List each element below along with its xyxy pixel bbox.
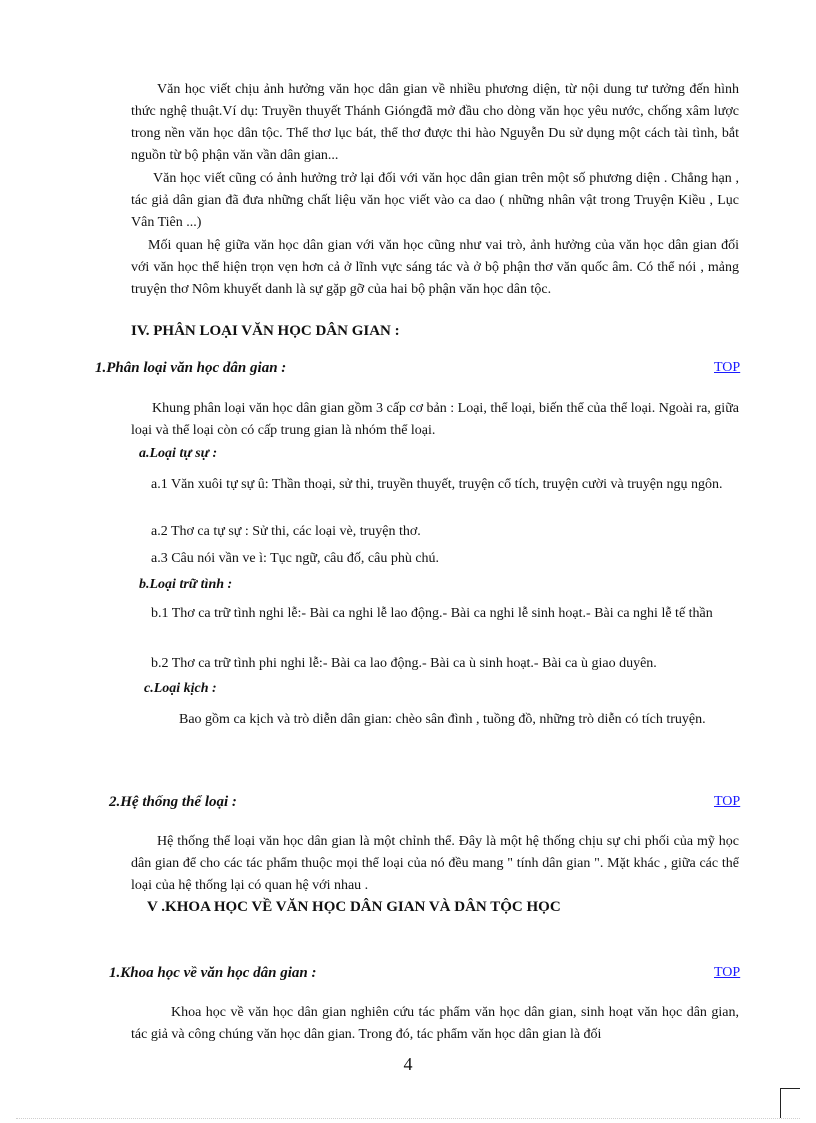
item-b2: b.2 Thơ ca trữ tình phi nghi lễ:- Bài ca lao động.- Bài ca ù sinh hoạt.- Bài ca ù giao duyên. xyxy=(151,656,657,671)
page-number: 4 xyxy=(403,1054,413,1074)
classification-intro: Khung phân loại văn học dân gian gồm 3 cấp cơ bản : Loại, thể loại, biến thể của thể loại. Ngoài ra, giữa loại và thể loại còn có cấp trung gian là nhóm thể loại. xyxy=(131,401,739,438)
item-b1: b.1 Thơ ca trữ tình nghi lễ:- Bài ca nghi lễ lao động.- Bài ca nghi lễ sinh hoạt.- Bài ca nghi lễ tế thần xyxy=(151,606,713,621)
paragraph-3: Mối quan hệ giữa văn học dân gian với văn học cũng như vai trò, ảnh hưởng của văn học dân gian đối với văn học thể hiện trọn vẹn hơn cả ở lĩnh vực sáng tác và ở bộ phận thơ văn quốc âm. Có thể nói , mảng truyện thơ Nôm khuyết danh là sự gặp gỡ của hai bộ phận văn học dân tộc. xyxy=(131,238,739,297)
paragraph-1: Văn học viết chịu ảnh hưởng văn học dân gian về nhiều phương diện, từ nội dung tư tưởng đến hình thức nghệ thuật.Ví dụ: Truyền thuyết Thánh Gióngđã mở đầu cho dòng văn học yêu nước, chống xâm lược trong nền văn học dân tộc. Thể thơ lục bát, thể thơ được thi hào Nguyễn Du sử dụng một cách tài tình, bắt nguồn từ bộ phận văn vần dân gian... xyxy=(131,82,739,163)
item-a3: a.3 Câu nói vần ve ì: Tục ngữ, câu đố, câu phù chú. xyxy=(151,551,440,566)
page-bottom-divider xyxy=(16,1118,800,1119)
top-link-1[interactable]: TOP xyxy=(714,360,741,375)
section-4-heading: IV. PHÂN LOẠI VĂN HỌC DÂN GIAN : xyxy=(131,323,400,339)
subheading-a-narrative: a.Loại tự sự : xyxy=(139,446,218,461)
subheading-classification: 1.Phân loại văn học dân gian : xyxy=(95,360,287,376)
subheading-genre-system: 2.Hệ thống thể loại : xyxy=(109,794,237,810)
section-5-heading: V .KHOA HỌC VỀ VĂN HỌC DÂN GIAN VÀ DÂN TỘC HỌC xyxy=(147,899,561,915)
item-a2: a.2 Thơ ca tự sự : Sử thi, các loại vè, truyện thơ. xyxy=(151,524,421,539)
crop-mark-horizontal xyxy=(780,1088,800,1089)
subheading-folklore-science: 1.Khoa học về văn học dân gian : xyxy=(109,965,317,981)
crop-mark xyxy=(780,1088,781,1118)
genre-system-text: Hệ thống thể loại văn học dân gian là một chỉnh thể. Đây là một hệ thống chịu sự chi phối của mỹ học dân gian để cho các tác phẩm thuộc mọi thể loại của nó đều mang " tính dân gian ". Mặt khác , giữa các thể loại của hệ thống lại có quan hệ với nhau . xyxy=(131,834,739,893)
top-link-2[interactable]: TOP xyxy=(714,794,741,809)
drama-text: Bao gồm ca kịch và trò diễn dân gian: chèo sân đình , tuồng đồ, những trò diễn có tích truyện. xyxy=(179,712,706,727)
paragraph-2: Văn học viết cũng có ảnh hưởng trở lại đối với văn học dân gian trên một số phương diện . Chẳng hạn , tác giả dân gian đã đưa những chất liệu văn học viết vào ca dao ( những nhân vật trong Truyện Kiều , Lục Vân Tiên ...) xyxy=(131,171,739,230)
top-link-3[interactable]: TOP xyxy=(714,965,741,980)
folklore-science-text: Khoa học về văn học dân gian nghiên cứu tác phẩm văn học dân gian, sinh hoạt văn học dân gian, tác giả và công chúng văn học dân gian. Trong đó, tác phẩm văn học dân gian là đối xyxy=(131,1005,739,1042)
item-a1: a.1 Văn xuôi tự sự û: Thần thoại, sử thi, truyền thuyết, truyện cổ tích, truyện cười và truyện ngụ ngôn. xyxy=(151,477,723,492)
subheading-c-drama: c.Loại kịch : xyxy=(144,681,217,696)
subheading-b-lyric: b.Loại trữ tình : xyxy=(139,577,233,592)
